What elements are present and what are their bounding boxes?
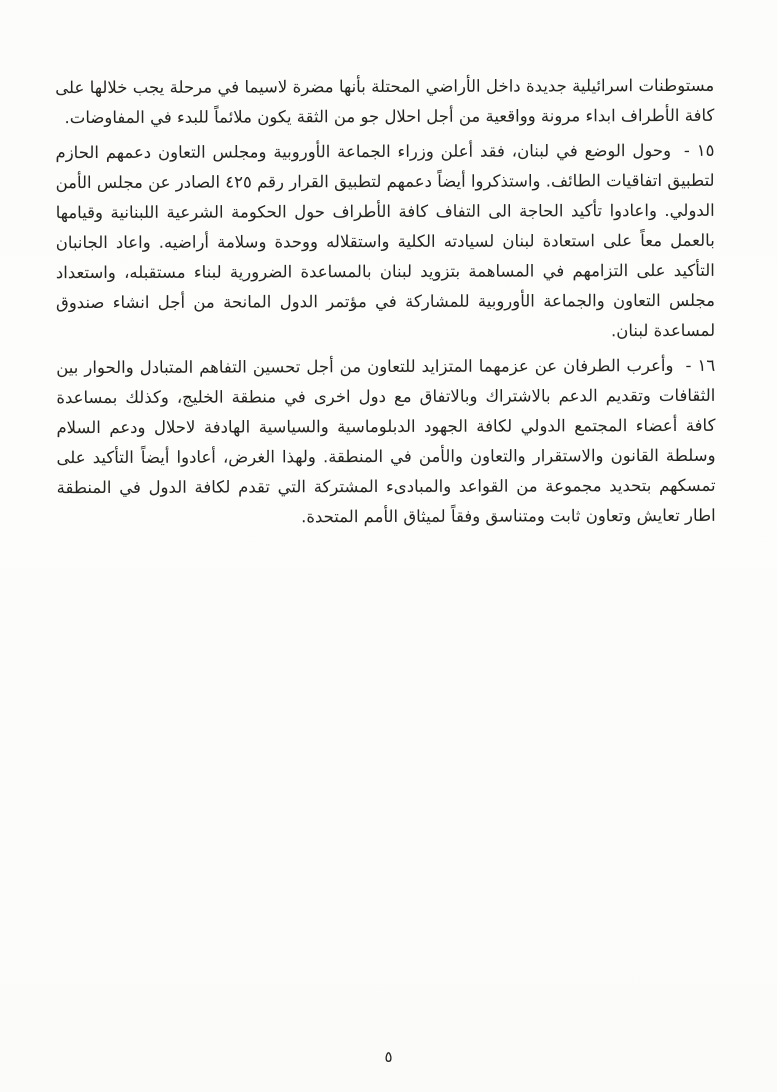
paragraph-15 — [55, 136, 715, 348]
paragraph-text: مستوطنات اسرائيلية جديدة داخل الأراضي المحتلة بأنها مضرة لاسيما في مرحلة يجب خلالها على كافة الأطراف ابداء مرونة وواقعية من أجل احلال جو من الثقة يكون ملائماً للبدء في المفاوضات. — [55, 75, 715, 128]
document-text-block — [55, 71, 716, 538]
page-number: ٥ — [384, 1048, 393, 1066]
paragraph-number: ١٦ - — [685, 355, 716, 375]
paragraph-text: وحول الوضع في لبنان، فقد أعلن وزراء الجماعة الأوروبية ومجلس التعاون دعمهم الحازم لتطبيق اتفاقيات الطائف. واستذكروا أيضاً دعمهم لتطبيق القرار رقم ٤٢٥ الصادر عن مجلس الأمن الدولي. واعادوا تأكيد الحاجة الى التفاف كافة الأطراف حول الحكومة الشرعية اللبنانية وقيامها بالعمل معاً على استعادة لبنان لسيادته الكلية واستقلاله ووحدة وسلامة أراضيه. واعاد الجانبان التأكيد على التزامهم في المساهمة بتزويد لبنان بالمساعدة الضرورية لبناء مستقبله، واستعداد مجلس التعاون والجماعة الأوروبية للمشاركة في مؤتمر الدول المانحة من أجل انشاء صندوق لمساعدة لبنان. — [55, 141, 716, 341]
paragraph-16 — [56, 351, 716, 533]
paragraph-number: ١٥ - — [683, 140, 715, 160]
paragraph-text: وأعرب الطرفان عن عزمهما المتزايد للتعاون من أجل تحسين التفاهم المتبادل والحوار بين الثقافات وتقديم الدعم بالاشتراك وبالاتفاق مع دول اخرى في منطقة الخليج، وكذلك بمساعدة كافة أعضاء المجتمع الدولي لكافة الجهود الدبلوماسية والسياسية الهادفة لاحلال ودعم السلام وسلطة القانون والاستقرار والتعاون والأمن في المنطقة. ولهذا الغرض، أعادوا أيضاً التأكيد على تمسكهم بتحديد مجموعة من القواعد والمبادىء المشتركة التي تقدم لكافة الدول في المنطقة اطار تعايش وتعاون ثابت ومتناسق وفقاً لميثاق الأمم المتحدة. — [56, 355, 716, 527]
paragraph-continuation — [55, 71, 714, 133]
